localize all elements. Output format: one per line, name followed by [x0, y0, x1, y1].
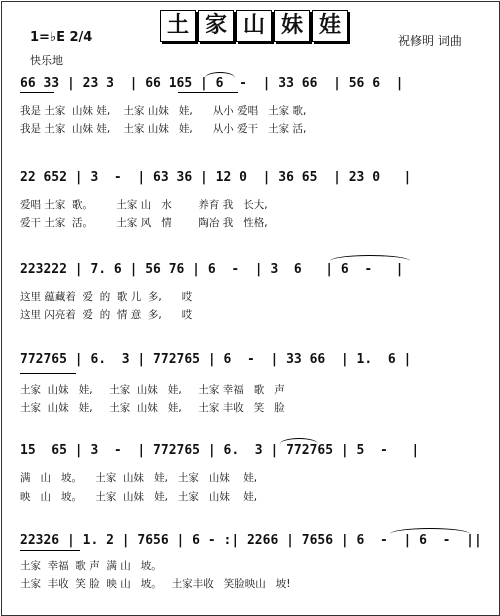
notation-line-1: 66 33 | 23 3 | 66 165 | 6 - | 33 66 | 56 6 | — [20, 76, 404, 91]
notation-line-5: 15 65 | 3 - | 772765 | 6. 3 | 772765 | 5 - | — [20, 443, 420, 458]
lyrics-line-5a: 满 山 坡。 土家 山妹 娃, 土家 山妹 娃, — [20, 472, 258, 484]
lyrics-line-6a: 土家 幸福 歌 声 满 山 坡。 — [20, 560, 162, 572]
title-char: 家 — [198, 10, 234, 42]
notation-line-4: 772765 | 6. 3 | 772765 | 6 - | 33 66 | 1. 6 | — [20, 352, 412, 367]
lyrics-line-3b: 这里 闪亮着 爱 的 情 意 多, 哎 — [20, 309, 193, 321]
notation-line-6: 22326 | 1. 2 | 7656 | 6 - :| 2266 | 7656 | 6 - | 6 - || — [20, 533, 482, 548]
lyrics-line-3a: 这里 蕴藏着 爱 的 歌 儿 多, 哎 — [20, 291, 193, 303]
notation-line-3: 223222 | 7. 6 | 56 76 | 6 - | 3 6 | 6 - | — [20, 262, 404, 277]
beam-underline — [20, 550, 80, 551]
beam-underline — [20, 373, 76, 374]
lyrics-line-2b: 爱干 土家 活。 土家 风 情 陶冶 我 性格, — [20, 217, 268, 229]
title-char: 山 — [236, 10, 272, 42]
song-title — [150, 10, 350, 44]
lyrics-line-4a: 土家 山妹 娃, 土家 山妹 娃, 土家 幸福 歌 声 — [20, 384, 285, 396]
title-char: 妹 — [274, 10, 310, 42]
lyrics-line-1a: 我是 土家 山妹 娃, 土家 山妹 娃, 从小 爱唱 土家 歌, — [20, 105, 307, 117]
title-char: 娃 — [312, 10, 348, 42]
lyrics-line-1b: 我是 土家 山妹 娃, 土家 山妹 娃, 从小 爱干 土家 活, — [20, 123, 307, 135]
lyrics-line-2a: 爱唱 土家 歌。 土家 山 水 养育 我 长大, — [20, 199, 268, 211]
slur — [205, 72, 235, 78]
tempo-marking: 快乐地 — [30, 54, 63, 67]
beam-underline — [178, 92, 238, 93]
lyrics-line-4b: 土家 山妹 娃, 土家 山妹 娃, 土家 丰收 笑 脸 — [20, 402, 285, 414]
key-signature: 1=♭E 2/4 — [30, 30, 93, 45]
notation-line-2: 22 652 | 3 - | 63 36 | 12 0 | 36 65 | 23 0 | — [20, 170, 412, 185]
beam-underline — [20, 92, 54, 93]
tie — [390, 528, 470, 534]
composer-credit: 祝修明 词曲 — [398, 34, 462, 48]
tie — [280, 438, 318, 444]
lyrics-line-6b: 土家 丰收 笑 脸 映 山 坡。 土家丰收 笑脸映山 坡! — [20, 578, 291, 590]
lyrics-line-5b: 映 山 坡。 土家 山妹 娃, 土家 山妹 娃, — [20, 491, 258, 503]
tie — [330, 255, 410, 261]
title-char: 土 — [160, 10, 196, 42]
